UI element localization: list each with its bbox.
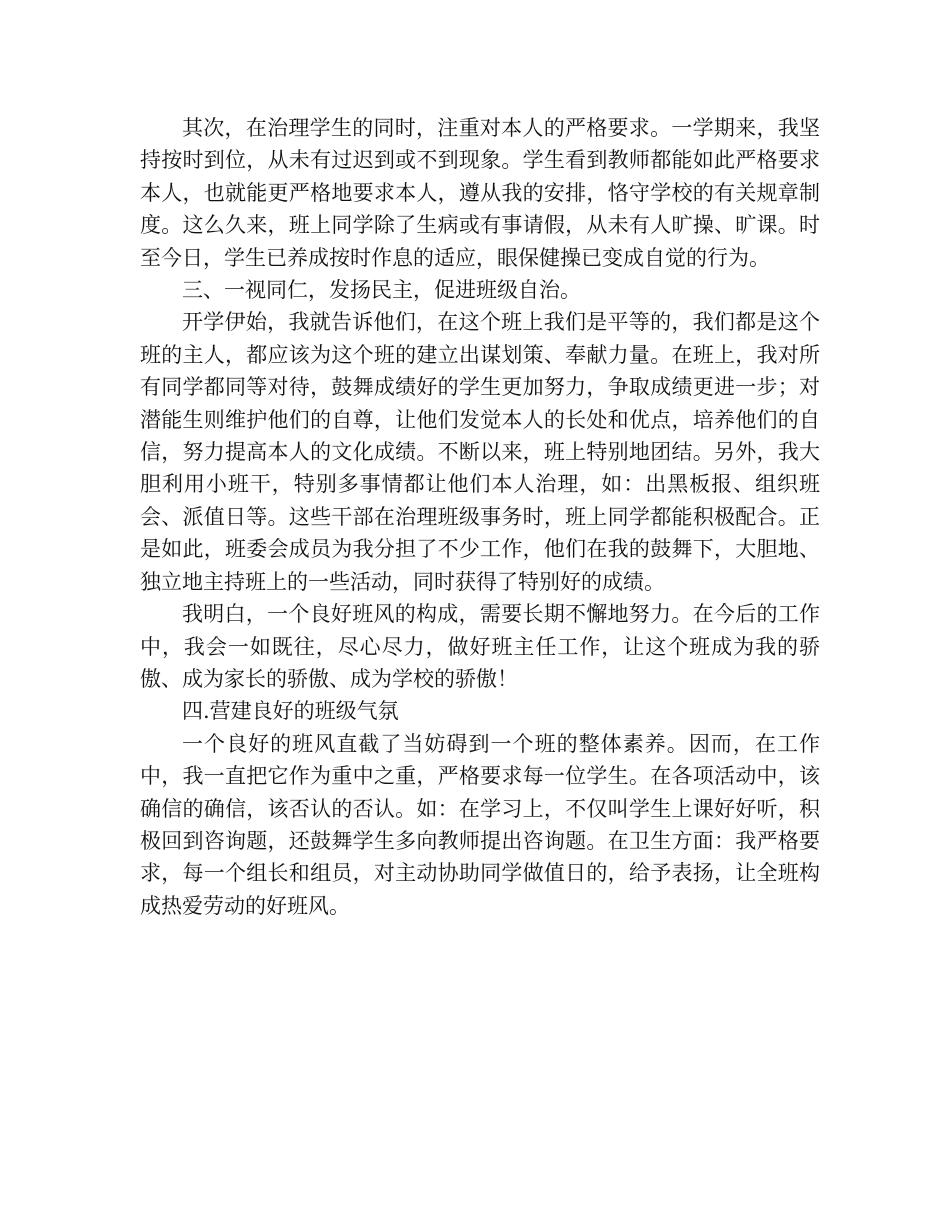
section-heading-four: 四.营建良好的班级气氛 <box>182 699 399 724</box>
document-page <box>140 112 820 922</box>
paragraph-equality: 开学伊始，我就告诉他们，在这个班上我们是平等的，我们都是这个班的主人，都应该为这个班的建立出谋划策、奉献力量。在班上，我对所有同学都同等对待，鼓舞成绩好的学生更加努力，争取成绩更进一步；对潜能生则维护他们的自尊，让他们发觉本人的长处和优点，培养他们的自信，努力提高本人的文化成绩。不断以来，班上特别地团结。另外，我大胆利用小班干，特别多事情都让他们本人治理，如：出黑板报、组织班会、派值日等。这些干部在治理班级事务时，班上同学都能积极配合。正是如此，班委会成员为我分担了不少工作，他们在我的鼓舞下，大胆地、独立地主持班上的一些活动，同时获得了特别好的成绩。 <box>140 310 820 594</box>
paragraph-self-discipline: 其次，在治理学生的同时，注重对本人的严格要求。一学期来，我坚持按时到位，从未有过迟到或不到现象。学生看到教师都能如此严格要求本人，也就能更严格地要求本人，遵从我的安排，恪守学校的有关规章制度。这么久来，班上同学除了生病或有事请假，从未有人旷操、旷课。时至今日，学生已养成按时作息的适应，眼保健操已变成自觉的行为。 <box>140 116 820 270</box>
section-heading-three: 三、一视同仁，发扬民主，促进班级自治。 <box>182 278 581 303</box>
paragraph-atmosphere: 一个良好的班风直截了当妨碍到一个班的整体素养。因而，在工作中，我一直把它作为重中之重，严格要求每一位学生。在各项活动中，该确信的确信，该否认的否认。如：在学习上，不仅叫学生上课好好听，积极回到咨询题，还鼓舞学生多向教师提出咨询题。在卫生方面：我严格要求，每一个组长和组员，对主动协助同学做值日的，给予表扬，让全班构成热爱劳动的好班风。 <box>140 731 820 918</box>
paragraph-class-spirit: 我明白，一个良好班风的构成，需要长期不懈地努力。在今后的工作中，我会一如既往，尽心尽力，做好班主任工作，让这个班成为我的骄傲、成为家长的骄傲、成为学校的骄傲！ <box>140 602 820 691</box>
